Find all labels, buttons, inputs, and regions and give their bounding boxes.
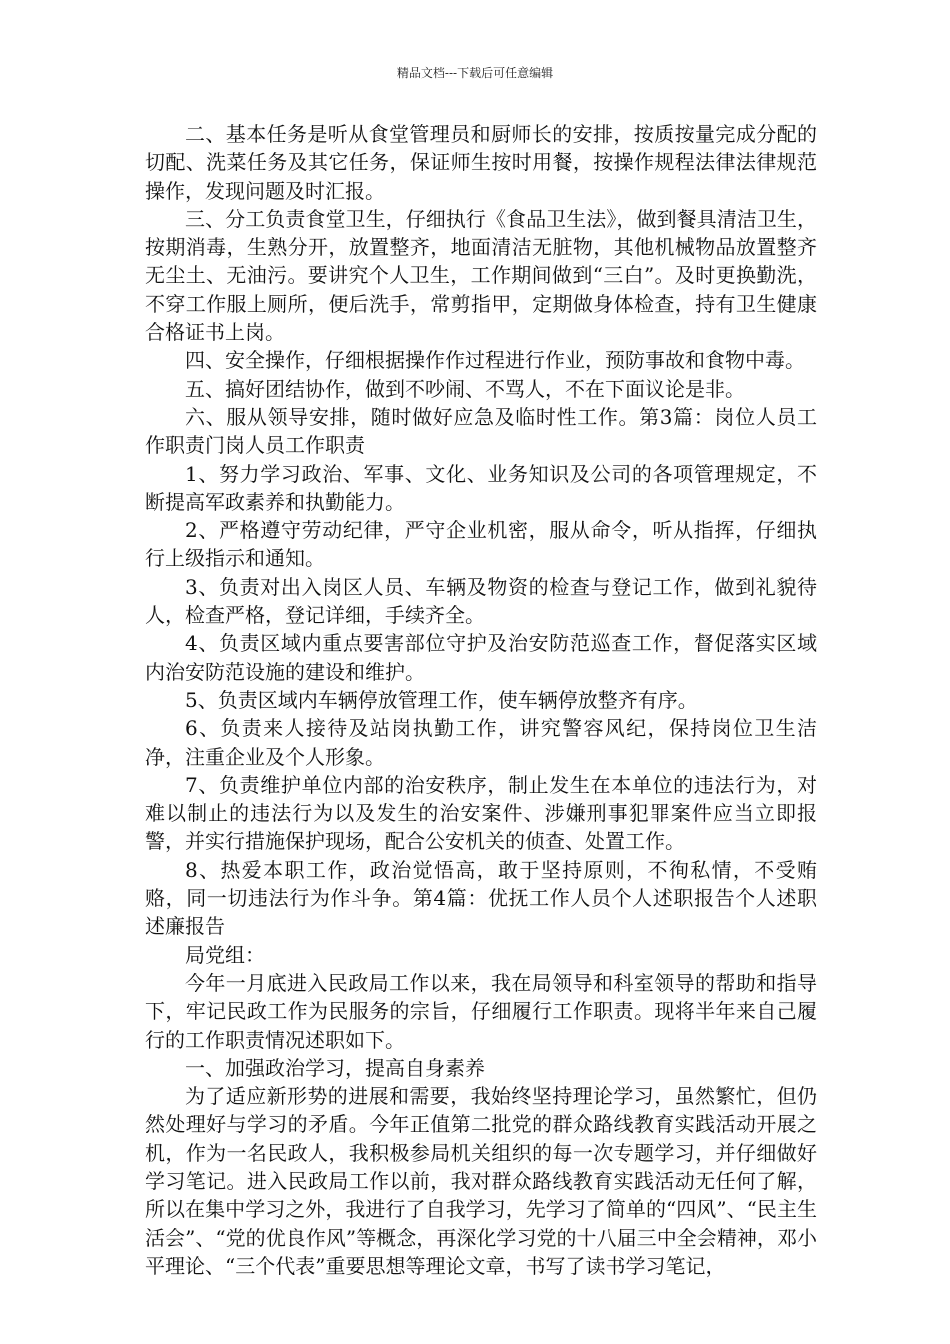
paragraph: 4、负责区域内重点要害部位守护及治安防范巡查工作，督促落实区域内治安防范设施的建设和维护。 — [145, 631, 817, 684]
paragraph: 三、分工负责食堂卫生，仔细执行《食品卫生法》，做到餐具清洁卫生，按期消毒，生熟分开，放置整齐，地面清洁无脏物，其他机械物品放置整齐无尘土、无油污。要讲究个人卫生，工作期间做到“三白”。及时更换勤洗，不穿工作服上厕所，便后洗手，常剪指甲，定期做身体检查，持有卫生健康合格证书上岗。 — [145, 206, 817, 345]
document-body — [145, 120, 817, 1280]
paragraph: 二、基本任务是听从食堂管理员和厨师长的安排，按质按量完成分配的切配、洗菜任务及其它任务，保证师生按时用餐，按操作规程法律法律规范操作，发现问题及时汇报。 — [145, 122, 817, 203]
paragraph: 今年一月底进入民政局工作以来，我在局领导和科室领导的帮助和指导下，牢记民政工作为民服务的宗旨，仔细履行工作职责。现将半年来自己履行的工作职责情况述职如下。 — [145, 970, 817, 1052]
page-header: 精品文档---下载后可任意编辑 — [396, 66, 554, 80]
paragraph: 四、安全操作，仔细根据操作作过程进行作业，预防事故和食物中毒。 — [185, 348, 805, 373]
section-heading: 一、加强政治学习，提高自身素养 — [185, 1055, 485, 1080]
paragraph: 5、负责区域内车辆停放管理工作，使车辆停放整齐有序。 — [185, 687, 698, 712]
paragraph: 3、负责对出入岗区人员、车辆及物资的检查与登记工作，做到礼貌待人，检查严格，登记详细，手续齐全。 — [145, 574, 817, 628]
paragraph: 7、负责维护单位内部的治安秩序，制止发生在本单位的违法行为，对难以制止的违法行为以及发生的治安案件、涉嫌刑事犯罪案件应当立即报警，并实行措施保护现场，配合公安机关的侦查、处置工作。 — [145, 772, 817, 854]
paragraph: 6、负责来人接待及站岗执勤工作，讲究警容风纪，保持岗位卫生洁净，注重企业及个人形象。 — [145, 716, 817, 769]
paragraph: 六、服从领导安排，随时做好应急及临时性工作。第3篇：岗位人员工作职责门岗人员工作职责 — [145, 404, 817, 458]
paragraph: 2、严格遵守劳动纪律，严守企业机密，服从命令，听从指挥，仔细执行上级指示和通知。 — [145, 518, 817, 571]
paragraph: 五、搞好团结协作，做到不吵闹、不骂人，不在下面议论是非。 — [185, 376, 745, 401]
paragraph: 1、努力学习政治、军事、文化、业务知识及公司的各项管理规定，不断提高军政素养和执勤能力。 — [145, 461, 817, 514]
paragraph: 8、热爱本职工作，政治觉悟高，敢于坚持原则，不徇私情，不受贿赂，同一切违法行为作斗争。第4篇：优抚工作人员个人述职报告个人述职述廉报告 — [145, 857, 817, 939]
paragraph: 为了适应新形势的进展和需要，我始终坚持理论学习，虽然繁忙，但仍然处理好与学习的矛盾。今年正值第二批党的群众路线教育实践活动开展之机，作为一名民政人，我积极参局机关组织的每一次专题学习，并仔细做好学习笔记。进入民政局工作以前，我对群众路线教育实践活动无任何了解，所以在集中学习之外，我进行了自我学习，先学习了简单的“四风”、“民主生活会”、“党的优良作风”等概念，再深化学习党的十八届三中全会精神，邓小平理论、“三个代表”重要思想等理论文章，书写了读书学习笔记， — [145, 1084, 817, 1278]
salutation: 局党组： — [185, 942, 265, 967]
